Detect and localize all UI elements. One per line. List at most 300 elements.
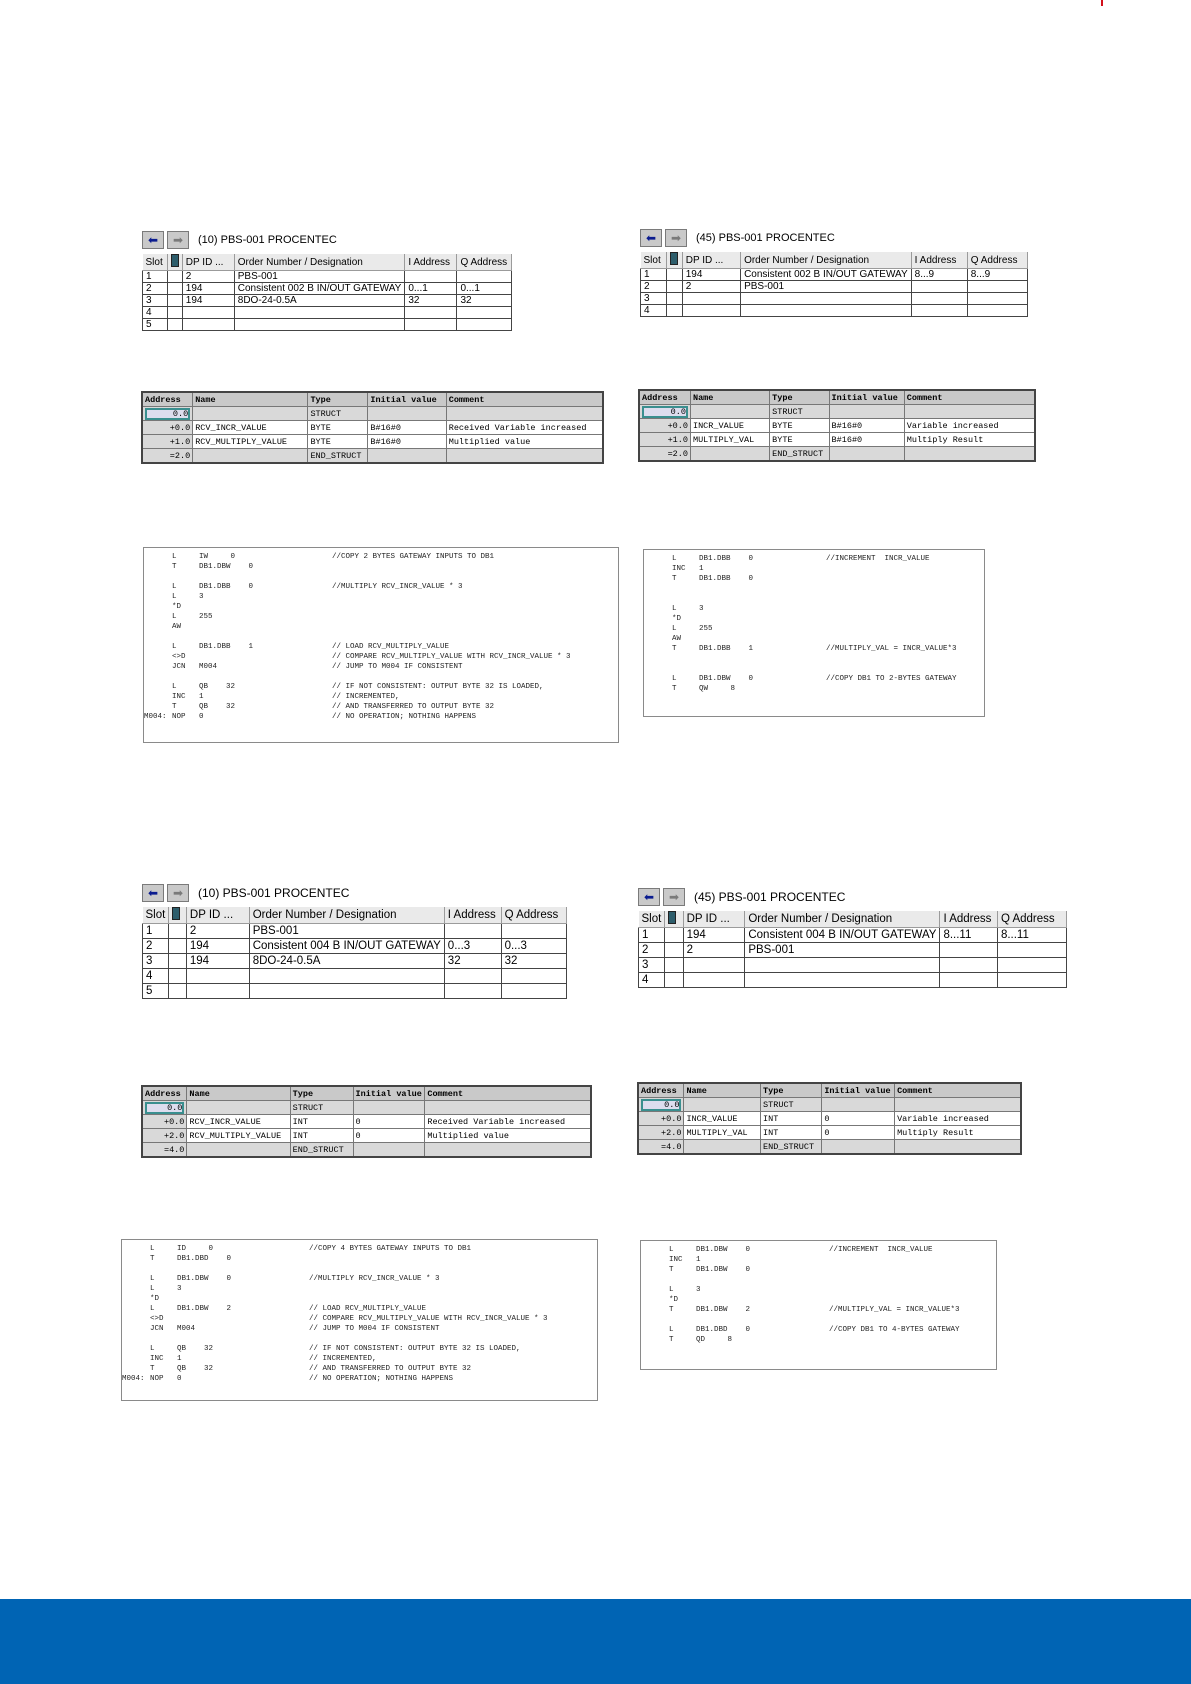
slot-cell[interactable]: 2	[186, 924, 249, 939]
slot-cell[interactable]	[457, 271, 512, 283]
slot-cell[interactable]	[997, 943, 1066, 958]
code-op: L	[150, 1305, 155, 1313]
slot-column-header[interactable]	[667, 252, 682, 269]
selected-address[interactable]: 0.0	[642, 406, 688, 418]
slot-cell[interactable]: 8...9	[911, 269, 967, 281]
db-row[interactable]	[638, 1126, 1021, 1140]
db-row[interactable]	[142, 421, 603, 435]
db-cell[interactable]: Multiplied value	[425, 1129, 591, 1143]
slot-row[interactable]	[639, 958, 1067, 973]
code-line	[144, 552, 618, 562]
slot-column-header[interactable]	[665, 911, 683, 928]
slot-cell[interactable]: 1	[143, 924, 169, 939]
slot-row[interactable]	[639, 943, 1067, 958]
db-row[interactable]	[142, 1143, 591, 1158]
slot-column-header[interactable]	[167, 254, 182, 271]
slot-row[interactable]	[641, 269, 1028, 281]
code-line	[122, 1374, 597, 1384]
arrow-left-icon[interactable]: ⬅	[638, 888, 660, 906]
db-cell[interactable]	[187, 1101, 290, 1115]
slot-cell[interactable]	[405, 307, 457, 319]
slot-row[interactable]	[143, 939, 567, 954]
db-cell[interactable]: STRUCT	[308, 407, 368, 421]
db-cell[interactable]: 0	[353, 1115, 425, 1129]
slot-cell[interactable]	[745, 958, 940, 973]
db-cell[interactable]	[639, 405, 690, 419]
db-row[interactable]	[639, 405, 1035, 419]
db-cell[interactable]	[142, 407, 193, 421]
slot-row[interactable]	[143, 295, 512, 307]
slot-cell[interactable]	[234, 307, 405, 319]
db-cell[interactable]: +2.0	[638, 1126, 684, 1140]
slot-cell[interactable]: 32	[457, 295, 512, 307]
code-op: <>D	[172, 653, 186, 661]
slot-cell[interactable]: 8...11	[997, 928, 1066, 943]
arrow-right-icon[interactable]: ➡	[665, 229, 687, 247]
db-column-header[interactable]: Comment	[895, 1083, 1021, 1098]
slot-cell[interactable]: 32	[405, 295, 457, 307]
slot-cell[interactable]	[667, 305, 682, 317]
slot-cell[interactable]	[911, 305, 967, 317]
slot-cell[interactable]	[167, 319, 182, 331]
slot-cell[interactable]: 2	[683, 943, 745, 958]
slot-cell[interactable]	[405, 319, 457, 331]
slot-cell[interactable]	[444, 984, 501, 999]
db-cell[interactable]: =4.0	[638, 1140, 684, 1155]
db-cell[interactable]: END_STRUCT	[761, 1140, 822, 1155]
slot-cell[interactable]	[997, 958, 1066, 973]
selected-address[interactable]: 0.0	[641, 1099, 681, 1111]
db-cell[interactable]: Variable increased	[904, 419, 1035, 433]
slot-cell[interactable]	[667, 293, 682, 305]
db-cell[interactable]: Multiply Result	[895, 1126, 1021, 1140]
slot-cell[interactable]	[405, 271, 457, 283]
slot-cell[interactable]: PBS-001	[234, 271, 405, 283]
db-column-header[interactable]: Type	[761, 1083, 822, 1098]
slot-cell[interactable]	[169, 939, 187, 954]
slot-cell[interactable]	[501, 984, 566, 999]
db-column-header[interactable]: Type	[770, 390, 829, 405]
code-op: NOP	[172, 713, 186, 721]
slot-row[interactable]	[641, 305, 1028, 317]
slot-column-header[interactable]	[169, 907, 187, 924]
slot-cell[interactable]	[997, 973, 1066, 988]
code-operand: ID 0	[177, 1245, 214, 1253]
code-operand: 3	[696, 1286, 701, 1294]
slot-cell[interactable]	[186, 984, 249, 999]
slot-column-header[interactable]: Q Address	[997, 911, 1066, 928]
db-column-header[interactable]: Address	[639, 390, 690, 405]
code-line	[144, 612, 618, 622]
slot-row[interactable]	[641, 281, 1028, 293]
slot-table	[142, 907, 567, 999]
db-cell[interactable]: END_STRUCT	[308, 449, 368, 464]
slot-column-header[interactable]: I Address	[444, 907, 501, 924]
slot-cell[interactable]: 1	[641, 269, 667, 281]
slot-cell[interactable]	[667, 269, 682, 281]
slot-cell[interactable]	[967, 293, 1027, 305]
code-op: T	[150, 1365, 155, 1373]
slot-cell[interactable]: 4	[641, 305, 667, 317]
slot-cell[interactable]: 3	[143, 954, 169, 969]
code-line	[122, 1264, 597, 1274]
slot-cell[interactable]: 8DO-24-0.5A	[249, 954, 444, 969]
db-cell[interactable]: BYTE	[770, 433, 829, 447]
db-row[interactable]	[638, 1098, 1021, 1112]
slot-cell[interactable]: 2	[682, 281, 740, 293]
slot-column-header[interactable]: Order Number / Designation	[249, 907, 444, 924]
code-op: L	[669, 1246, 674, 1254]
db-cell[interactable]: B#16#0	[829, 419, 904, 433]
slot-cell[interactable]: 2	[639, 943, 665, 958]
db-cell[interactable]	[193, 407, 308, 421]
code-comment: // COMPARE RCV_MULTIPLY_VALUE WITH RCV_INCR_VALUE * 3	[309, 1315, 548, 1323]
code-operand: QD 8	[696, 1336, 733, 1344]
db-cell[interactable]	[904, 447, 1035, 462]
db-cell[interactable]	[638, 1098, 684, 1112]
slot-cell[interactable]	[444, 924, 501, 939]
db-cell[interactable]: 0	[353, 1129, 425, 1143]
db-row[interactable]	[142, 1115, 591, 1129]
slot-column-header[interactable]: Slot	[639, 911, 665, 928]
slot-cell[interactable]: Consistent 004 B IN/OUT GATEWAY	[249, 939, 444, 954]
db-cell[interactable]: INT	[290, 1129, 353, 1143]
slot-column-header[interactable]: Order Number / Designation	[234, 254, 405, 271]
slot-cell[interactable]	[665, 928, 683, 943]
slot-cell[interactable]: 194	[182, 283, 234, 295]
db-cell[interactable]	[822, 1140, 895, 1155]
slot-cell[interactable]: 32	[501, 954, 566, 969]
db-cell[interactable]: STRUCT	[290, 1101, 353, 1115]
slot-cell[interactable]	[940, 943, 997, 958]
slot-cell[interactable]	[683, 958, 745, 973]
arrow-left-icon[interactable]: ⬅	[142, 884, 164, 902]
code-operand: DB1.DBW 0	[696, 1266, 751, 1274]
slot-cell[interactable]: 2	[143, 939, 169, 954]
slot-cell[interactable]	[501, 969, 566, 984]
db-cell[interactable]: BYTE	[308, 435, 368, 449]
slot-cell[interactable]: 8DO-24-0.5A	[234, 295, 405, 307]
db-cell[interactable]: BYTE	[308, 421, 368, 435]
slot-cell[interactable]: 194	[186, 954, 249, 969]
db-cell[interactable]: INCR_VALUE	[684, 1112, 761, 1126]
slot-cell[interactable]: 2	[143, 283, 168, 295]
db-column-header[interactable]: Initial value	[368, 392, 446, 407]
slot-cell[interactable]: 4	[639, 973, 665, 988]
slot-cell[interactable]	[186, 969, 249, 984]
db-cell[interactable]: Multiply Result	[904, 433, 1035, 447]
slot-cell[interactable]	[457, 307, 512, 319]
slot-row[interactable]	[143, 283, 512, 295]
arrow-right-icon[interactable]: ➡	[167, 884, 189, 902]
slot-cell[interactable]: 0...1	[405, 283, 457, 295]
code-comment: //COPY 4 BYTES GATEWAY INPUTS TO DB1	[309, 1245, 472, 1253]
slot-cell[interactable]: 1	[143, 271, 168, 283]
slot-cell[interactable]	[167, 307, 182, 319]
slot-cell[interactable]	[911, 293, 967, 305]
slot-cell[interactable]: 194	[186, 939, 249, 954]
db-cell[interactable]: RCV_MULTIPLY_VALUE	[187, 1129, 290, 1143]
db-row[interactable]	[142, 1101, 591, 1115]
slot-cell[interactable]	[182, 319, 234, 331]
db-cell[interactable]	[822, 1098, 895, 1112]
code-line	[144, 692, 618, 702]
db-cell[interactable]: +1.0	[639, 433, 690, 447]
db-cell[interactable]: END_STRUCT	[770, 447, 829, 462]
slot-cell[interactable]	[249, 969, 444, 984]
slot-cell[interactable]: 2	[182, 271, 234, 283]
slot-cell[interactable]: 0...3	[444, 939, 501, 954]
slot-table-slave-2byte	[640, 227, 1028, 317]
db-row[interactable]	[639, 433, 1035, 447]
slot-cell[interactable]	[967, 281, 1027, 293]
arrow-left-icon[interactable]: ⬅	[640, 229, 662, 247]
slot-column-header[interactable]: I Address	[911, 252, 967, 269]
slot-column-header[interactable]: Q Address	[501, 907, 566, 924]
slot-cell[interactable]: 5	[143, 319, 168, 331]
db-cell[interactable]: B#16#0	[368, 435, 446, 449]
arrow-right-icon[interactable]: ➡	[167, 231, 189, 249]
db-cell[interactable]: INT	[761, 1126, 822, 1140]
db-cell[interactable]	[425, 1143, 591, 1158]
db-cell[interactable]	[829, 405, 904, 419]
slot-cell[interactable]: Consistent 002 B IN/OUT GATEWAY	[234, 283, 405, 295]
slot-cell[interactable]: 194	[182, 295, 234, 307]
db-cell[interactable]: 0	[822, 1112, 895, 1126]
db-cell[interactable]: RCV_INCR_VALUE	[187, 1115, 290, 1129]
db-cell[interactable]: MULTIPLY_VAL	[690, 433, 769, 447]
db-cell[interactable]: B#16#0	[368, 421, 446, 435]
slot-column-header[interactable]: Order Number / Designation	[741, 252, 912, 269]
slot-cell[interactable]: 4	[143, 969, 169, 984]
db-cell[interactable]: Received Variable increased	[446, 421, 603, 435]
slot-cell[interactable]	[169, 984, 187, 999]
db-column-header[interactable]: Initial value	[829, 390, 904, 405]
db-cell[interactable]	[904, 405, 1035, 419]
slot-row[interactable]	[639, 928, 1067, 943]
slot-column-header[interactable]: I Address	[940, 911, 997, 928]
db-cell[interactable]: INCR_VALUE	[690, 419, 769, 433]
code-operand: DB1.DBW 0	[199, 563, 254, 571]
slot-cell[interactable]	[182, 307, 234, 319]
db-cell[interactable]: =2.0	[639, 447, 690, 462]
db-cell[interactable]	[446, 407, 603, 421]
slot-cell[interactable]: 0...3	[501, 939, 566, 954]
db-column-header[interactable]: Address	[638, 1083, 684, 1098]
slot-row[interactable]	[143, 954, 567, 969]
db-cell[interactable]: =4.0	[142, 1143, 187, 1158]
slot-cell[interactable]	[501, 924, 566, 939]
slot-cell[interactable]	[167, 295, 182, 307]
db-row[interactable]	[638, 1140, 1021, 1155]
selected-address[interactable]: 0.0	[145, 1102, 184, 1114]
db-cell[interactable]	[187, 1143, 290, 1158]
db-cell[interactable]: 0	[822, 1126, 895, 1140]
arrow-left-icon[interactable]: ⬅	[142, 231, 164, 249]
slot-cell[interactable]	[169, 969, 187, 984]
slot-cell[interactable]: 0...1	[457, 283, 512, 295]
db-column-header[interactable]: Address	[142, 1086, 187, 1101]
slot-cell[interactable]	[167, 283, 182, 295]
slot-cell[interactable]: 4	[143, 307, 168, 319]
slot-cell[interactable]	[745, 973, 940, 988]
slot-column-header[interactable]: Slot	[641, 252, 667, 269]
slot-cell[interactable]	[682, 293, 740, 305]
slot-cell[interactable]: 2	[641, 281, 667, 293]
slot-cell[interactable]	[665, 943, 683, 958]
slot-cell[interactable]	[741, 293, 912, 305]
db-column-header[interactable]: Name	[187, 1086, 290, 1101]
slot-cell[interactable]	[682, 305, 740, 317]
slot-cell[interactable]: Consistent 004 B IN/OUT GATEWAY	[745, 928, 940, 943]
slot-column-header[interactable]: Slot	[143, 907, 169, 924]
slot-cell[interactable]	[667, 281, 682, 293]
slot-cell[interactable]: 3	[143, 295, 168, 307]
db-cell[interactable]: +1.0	[142, 435, 193, 449]
slot-cell[interactable]	[911, 281, 967, 293]
db-cell[interactable]: +2.0	[142, 1129, 187, 1143]
db-cell[interactable]	[368, 449, 446, 464]
slot-cell[interactable]: Consistent 002 B IN/OUT GATEWAY	[741, 269, 912, 281]
slot-cell[interactable]: 1	[639, 928, 665, 943]
slot-row[interactable]	[639, 973, 1067, 988]
code-op: L	[672, 605, 677, 613]
db-cell[interactable]: RCV_MULTIPLY_VALUE	[193, 435, 308, 449]
db-cell[interactable]	[142, 1101, 187, 1115]
slot-column-header[interactable]: Order Number / Designation	[745, 911, 940, 928]
db-cell[interactable]: STRUCT	[770, 405, 829, 419]
db-cell[interactable]: INT	[290, 1115, 353, 1129]
code-operand: 255	[699, 625, 713, 633]
db-cell[interactable]: Received Variable increased	[425, 1115, 591, 1129]
slot-cell[interactable]	[167, 271, 182, 283]
slot-cell[interactable]: 194	[682, 269, 740, 281]
db-cell[interactable]: STRUCT	[761, 1098, 822, 1112]
db-cell[interactable]: END_STRUCT	[290, 1143, 353, 1158]
db-row[interactable]	[142, 449, 603, 464]
slot-column-header[interactable]: DP ID ...	[682, 252, 740, 269]
db-cell[interactable]	[368, 407, 446, 421]
db-column-header[interactable]: Name	[684, 1083, 761, 1098]
slot-cell[interactable]	[683, 973, 745, 988]
slot-cell[interactable]	[665, 958, 683, 973]
slot-cell[interactable]: 8...11	[940, 928, 997, 943]
db-cell[interactable]: +0.0	[639, 419, 690, 433]
arrow-right-icon[interactable]: ➡	[663, 888, 685, 906]
db-cell[interactable]	[353, 1101, 425, 1115]
db-cell[interactable]	[690, 405, 769, 419]
slot-cell[interactable]: 3	[641, 293, 667, 305]
db-row[interactable]	[639, 419, 1035, 433]
slot-column-header[interactable]: DP ID ...	[186, 907, 249, 924]
code-line	[122, 1354, 597, 1364]
db-row[interactable]	[142, 435, 603, 449]
slot-row[interactable]	[641, 293, 1028, 305]
slot-row[interactable]	[143, 969, 567, 984]
db-cell[interactable]	[829, 447, 904, 462]
db-row[interactable]	[639, 447, 1035, 462]
db-column-header[interactable]: Comment	[446, 392, 603, 407]
db-cell[interactable]	[684, 1140, 761, 1155]
slot-cell[interactable]: 194	[683, 928, 745, 943]
slot-cell[interactable]	[444, 969, 501, 984]
slot-column-header[interactable]: DP ID ...	[182, 254, 234, 271]
db-column-header[interactable]: Address	[142, 392, 193, 407]
slot-cell[interactable]: PBS-001	[741, 281, 912, 293]
db-column-header[interactable]: Comment	[425, 1086, 591, 1101]
db-cell[interactable]	[690, 447, 769, 462]
slot-cell[interactable]	[940, 958, 997, 973]
db-cell[interactable]: +0.0	[142, 1115, 187, 1129]
slot-cell[interactable]	[665, 973, 683, 988]
slot-column-header[interactable]: Slot	[143, 254, 168, 271]
db-row[interactable]	[142, 407, 603, 421]
db-column-header[interactable]: Type	[308, 392, 368, 407]
slot-row[interactable]	[143, 984, 567, 999]
db-cell[interactable]	[193, 449, 308, 464]
db-cell[interactable]: RCV_INCR_VALUE	[193, 421, 308, 435]
db-cell[interactable]	[895, 1098, 1021, 1112]
db-column-header[interactable]: Name	[193, 392, 308, 407]
db-cell[interactable]	[353, 1143, 425, 1158]
slot-cell[interactable]	[940, 973, 997, 988]
db-row[interactable]	[142, 1129, 591, 1143]
slot-cell[interactable]: PBS-001	[249, 924, 444, 939]
slot-cell[interactable]	[741, 305, 912, 317]
slot-cell[interactable]	[169, 954, 187, 969]
db-column-header[interactable]: Comment	[904, 390, 1035, 405]
db-cell[interactable]: B#16#0	[829, 433, 904, 447]
slot-cell[interactable]	[169, 924, 187, 939]
db-cell[interactable]: Multiplied value	[446, 435, 603, 449]
db-cell[interactable]: +0.0	[638, 1112, 684, 1126]
slot-row[interactable]	[143, 319, 512, 331]
slot-column-header[interactable]: Q Address	[457, 254, 512, 271]
db-cell[interactable]	[446, 449, 603, 464]
slot-cell[interactable]	[249, 984, 444, 999]
db-cell[interactable]: Variable increased	[895, 1112, 1021, 1126]
selected-address[interactable]: 0.0	[145, 408, 190, 420]
slot-cell[interactable]	[967, 305, 1027, 317]
slot-row[interactable]	[143, 271, 512, 283]
db-row[interactable]	[638, 1112, 1021, 1126]
slot-cell[interactable]: 3	[639, 958, 665, 973]
slot-cell[interactable]	[457, 319, 512, 331]
db-cell[interactable]: +0.0	[142, 421, 193, 435]
slot-row[interactable]	[143, 924, 567, 939]
slot-cell[interactable]: 8...9	[967, 269, 1027, 281]
db-cell[interactable]	[684, 1098, 761, 1112]
db-cell[interactable]: MULTIPLY_VAL	[684, 1126, 761, 1140]
slot-cell[interactable]: PBS-001	[745, 943, 940, 958]
slot-cell[interactable]: 5	[143, 984, 169, 999]
slot-cell[interactable]	[234, 319, 405, 331]
db-column-header[interactable]: Initial value	[822, 1083, 895, 1098]
db-cell[interactable]: BYTE	[770, 419, 829, 433]
slot-column-header[interactable]: DP ID ...	[683, 911, 745, 928]
db-column-header[interactable]: Initial value	[353, 1086, 425, 1101]
slot-cell[interactable]: 32	[444, 954, 501, 969]
db-column-header[interactable]: Name	[690, 390, 769, 405]
slot-column-header[interactable]: Q Address	[967, 252, 1027, 269]
db-column-header[interactable]: Type	[290, 1086, 353, 1101]
slot-column-header[interactable]: I Address	[405, 254, 457, 271]
db-cell[interactable]: INT	[761, 1112, 822, 1126]
slot-row[interactable]	[143, 307, 512, 319]
db-cell[interactable]	[425, 1101, 591, 1115]
db-cell[interactable]: =2.0	[142, 449, 193, 464]
db-cell[interactable]	[895, 1140, 1021, 1155]
